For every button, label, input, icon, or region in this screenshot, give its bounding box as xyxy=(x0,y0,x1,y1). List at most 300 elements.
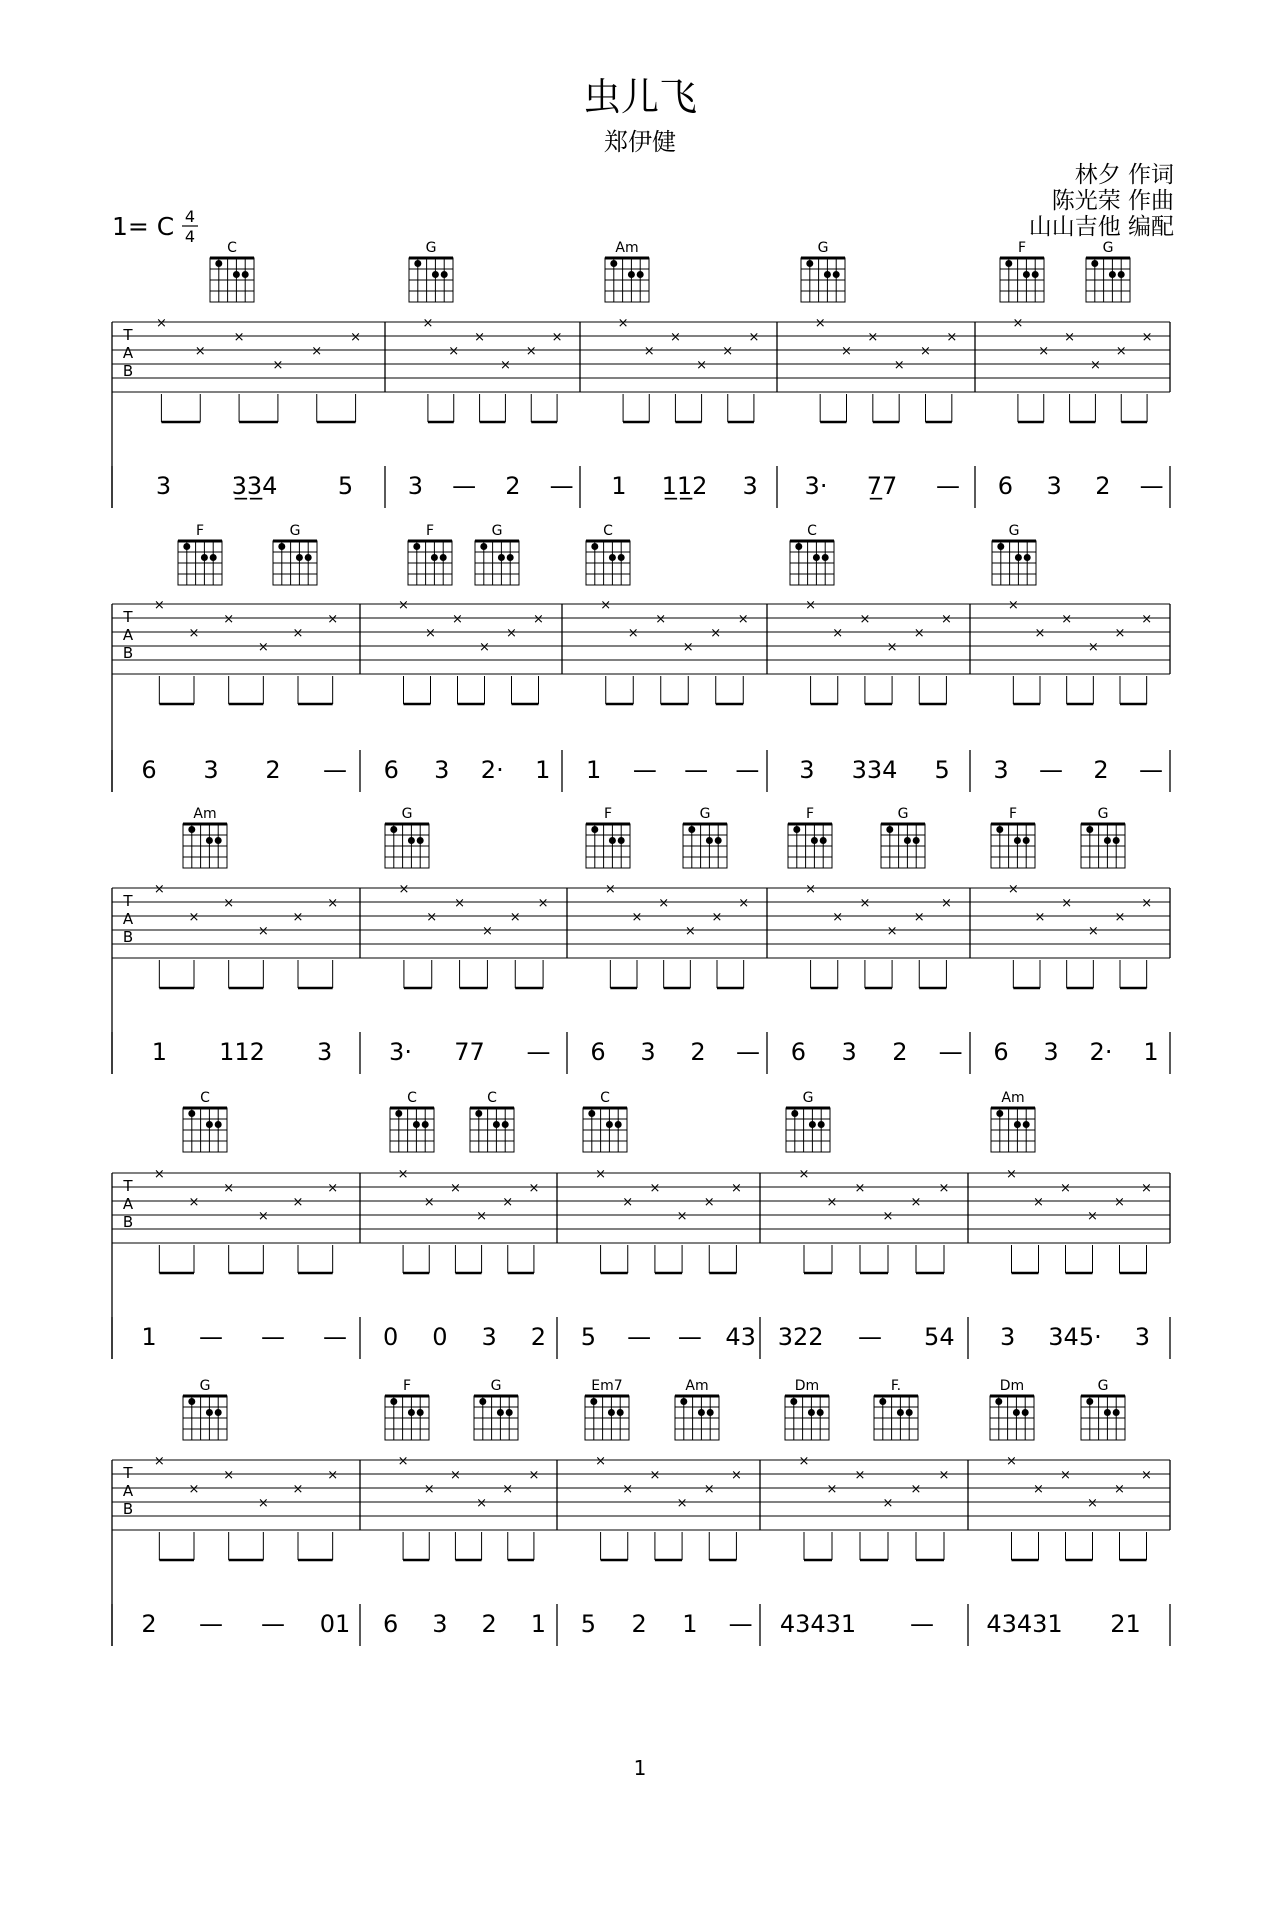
tab-note: × xyxy=(1115,344,1127,359)
tab-note: × xyxy=(920,344,931,359)
tab-note: × xyxy=(476,1496,488,1511)
tab-note: × xyxy=(1061,896,1073,911)
tab-note: × xyxy=(832,626,844,641)
tab-note: × xyxy=(449,1181,461,1196)
chord-finger-dot xyxy=(615,1121,622,1128)
chord-finger-dot xyxy=(588,1110,595,1117)
chord-finger-dot xyxy=(811,837,818,844)
tab-note: × xyxy=(1141,330,1153,345)
jianpu-note: 1 xyxy=(1143,1038,1159,1066)
tab-note: × xyxy=(826,1482,838,1497)
tab-note: × xyxy=(499,358,511,373)
jianpu-note: 3 xyxy=(432,1610,448,1638)
chord-finger-dot xyxy=(408,837,415,844)
chord-name: Em7 xyxy=(591,1378,623,1394)
tab-note: × xyxy=(153,1454,165,1469)
tab-note: × xyxy=(737,612,749,627)
tab-note: × xyxy=(502,1482,514,1497)
tab-note: × xyxy=(886,640,898,655)
chord-finger-dot xyxy=(440,554,447,561)
chord-finger-dot xyxy=(215,1121,222,1128)
tab-clef-letter: T xyxy=(123,892,133,910)
jianpu-note: — xyxy=(452,472,477,500)
chord-finger-dot xyxy=(897,1409,904,1416)
chord-name: G xyxy=(1102,240,1114,256)
tab-note: × xyxy=(272,358,284,373)
tab-note: × xyxy=(1087,640,1099,655)
chord-finger-dot xyxy=(390,826,397,833)
tab-note: × xyxy=(886,924,898,939)
jianpu-note: 54 xyxy=(924,1323,955,1351)
jianpu-note: 01 xyxy=(319,1610,351,1638)
jianpu-note: — xyxy=(735,756,760,784)
chord-finger-dot xyxy=(808,1409,815,1416)
chord-name: Am xyxy=(615,240,639,256)
tab-clef-letter: A xyxy=(122,1482,134,1500)
tab-note: × xyxy=(600,598,612,613)
tab-note: × xyxy=(940,896,952,911)
chord-finger-dot xyxy=(506,1409,513,1416)
tab-note: × xyxy=(710,626,722,641)
chord-finger-dot xyxy=(242,271,249,278)
tab-note: × xyxy=(882,1209,894,1224)
jianpu-note: — xyxy=(526,1038,551,1066)
tab-note: × xyxy=(1007,882,1019,897)
tab-note: × xyxy=(604,882,616,897)
chord-name: F xyxy=(805,806,815,822)
chord-finger-dot xyxy=(904,837,911,844)
tab-note: × xyxy=(292,626,304,641)
jianpu-note: 3· xyxy=(804,472,828,500)
chord-finger-dot xyxy=(1091,260,1098,267)
chord-finger-dot xyxy=(502,1121,509,1128)
jianpu-note: 6 xyxy=(993,1038,1009,1066)
jianpu-note: 3 xyxy=(742,472,758,500)
tab-clef-letter: A xyxy=(122,626,134,644)
chord-finger-dot xyxy=(296,554,303,561)
chord-finger-dot xyxy=(210,554,217,561)
tab-note: × xyxy=(669,330,681,345)
tab-note: × xyxy=(233,330,245,345)
jianpu-note: 6 xyxy=(997,472,1014,500)
tab-clef-letter: B xyxy=(122,1213,134,1231)
chord-finger-dot xyxy=(413,1121,420,1128)
jianpu-note: 3 xyxy=(155,472,172,500)
tab-note: × xyxy=(940,612,952,627)
chord-finger-dot xyxy=(233,271,240,278)
tab-note: × xyxy=(649,1181,661,1196)
chord-finger-dot xyxy=(818,1121,825,1128)
chord-finger-dot xyxy=(413,543,420,550)
chord-finger-dot xyxy=(680,1398,687,1405)
jianpu-note: 5 xyxy=(337,472,354,500)
chord-finger-dot xyxy=(591,543,598,550)
tab-note: × xyxy=(257,640,269,655)
chord-finger-dot xyxy=(188,826,195,833)
tab-note: × xyxy=(722,344,734,359)
jianpu-note: 334 xyxy=(851,756,898,784)
chord-finger-dot xyxy=(833,271,840,278)
tab-note: × xyxy=(188,1195,200,1210)
jianpu-note: 5 xyxy=(580,1323,597,1351)
tab-note: × xyxy=(854,1181,866,1196)
jianpu-note: 3 xyxy=(317,1038,333,1066)
jianpu-note: 3 xyxy=(1043,1038,1059,1066)
chord-finger-dot xyxy=(498,554,505,561)
chord-finger-dot xyxy=(417,1409,424,1416)
jianpu-note: 2 xyxy=(690,1038,706,1066)
tab-note: × xyxy=(292,1195,304,1210)
tab-note: × xyxy=(153,598,165,613)
tab-note: × xyxy=(1060,1181,1071,1196)
tab-note: × xyxy=(1012,316,1024,331)
tab-note: × xyxy=(1034,910,1046,925)
chord-finger-dot xyxy=(431,554,438,561)
jianpu-note: — xyxy=(632,756,657,784)
tab-note: × xyxy=(188,910,200,925)
jianpu-note: 2· xyxy=(1089,1038,1113,1066)
chord-finger-dot xyxy=(395,1110,402,1117)
tab-note: × xyxy=(502,1195,514,1210)
song-title: 虫儿飞 xyxy=(582,75,697,119)
tab-note: × xyxy=(1064,330,1076,345)
chord-name: F xyxy=(1017,240,1027,256)
jianpu-note: 112 xyxy=(219,1038,265,1066)
tab-note: × xyxy=(859,612,871,627)
time-sig-bottom: 4 xyxy=(184,227,196,246)
jianpu-note: 6 xyxy=(790,1038,807,1066)
tab-note: × xyxy=(826,1195,838,1210)
tab-note: × xyxy=(622,1195,634,1210)
tab-note: × xyxy=(1006,1454,1017,1469)
jianpu-note: 1 xyxy=(585,756,602,784)
tab-note: × xyxy=(223,1181,235,1196)
tab-note: × xyxy=(423,1482,435,1497)
tab-note: × xyxy=(551,330,563,345)
tab-clef-letter: A xyxy=(122,910,134,928)
tab-note: × xyxy=(910,1195,922,1210)
chord-finger-dot xyxy=(417,837,424,844)
jianpu-note: — xyxy=(323,756,347,784)
chord-finger-dot xyxy=(688,826,695,833)
tab-note: × xyxy=(658,896,670,911)
chord-finger-dot xyxy=(698,1409,705,1416)
jianpu-note: — xyxy=(936,472,960,500)
tab-note: × xyxy=(423,1195,435,1210)
tab-note: × xyxy=(1060,1468,1071,1483)
chord-name: G xyxy=(1008,523,1020,539)
chord-finger-dot xyxy=(1086,826,1093,833)
tab-note: × xyxy=(1033,1482,1044,1497)
tab-note: × xyxy=(1114,910,1126,925)
jianpu-note: 6 xyxy=(382,1610,399,1638)
tab-note: × xyxy=(327,1468,339,1483)
jianpu-note: 1̲1̲2 xyxy=(661,472,708,500)
chord-finger-dot xyxy=(479,1398,486,1405)
tab-note: × xyxy=(454,896,466,911)
time-sig-top: 4 xyxy=(184,207,196,226)
chord-finger-dot xyxy=(820,837,827,844)
tab-note: × xyxy=(1007,598,1019,613)
jianpu-note: 1 xyxy=(682,1610,698,1638)
jianpu-note: 3 xyxy=(434,756,450,784)
jianpu-note: 1 xyxy=(611,472,627,500)
tab-clef-letter: B xyxy=(122,362,134,380)
tab-note: × xyxy=(153,882,165,897)
jianpu-note: 1 xyxy=(530,1610,547,1638)
jianpu-note: 6 xyxy=(383,756,399,784)
jianpu-note: — xyxy=(677,1323,702,1351)
tab-note: × xyxy=(1038,344,1050,359)
tab-note: × xyxy=(910,1482,922,1497)
chord-finger-dot xyxy=(1022,1409,1029,1416)
tab-note: × xyxy=(188,1482,200,1497)
chord-name: F xyxy=(425,523,435,539)
jianpu-note: 3 xyxy=(1000,1323,1016,1351)
tab-note: × xyxy=(425,626,436,641)
chord-finger-dot xyxy=(609,837,616,844)
chord-name: G xyxy=(490,1378,502,1394)
jianpu-note: — xyxy=(858,1323,882,1351)
tab-note: × xyxy=(1114,1195,1125,1210)
chord-name: F xyxy=(1008,806,1018,822)
tab-note: × xyxy=(1114,626,1126,641)
chord-finger-dot xyxy=(791,1110,798,1117)
tab-note: × xyxy=(854,1468,866,1483)
tab-note: × xyxy=(533,612,544,627)
jianpu-note: 2 xyxy=(265,756,281,784)
chord-name: G xyxy=(199,1378,211,1394)
jianpu-note: — xyxy=(627,1323,652,1351)
jianpu-note: 2 xyxy=(530,1323,547,1351)
jianpu-note: 77 xyxy=(454,1038,485,1066)
chord-name: G xyxy=(817,240,829,256)
chord-finger-dot xyxy=(995,1398,1002,1405)
tab-note: × xyxy=(398,598,409,613)
jianpu-note: 3̲3̲4 xyxy=(231,472,278,500)
chord-finger-dot xyxy=(1024,554,1031,561)
tab-clef-letter: T xyxy=(123,1177,133,1195)
tab-note: × xyxy=(913,626,925,641)
chord-name: C xyxy=(227,240,237,256)
chord-finger-dot xyxy=(188,1398,195,1405)
chord-finger-dot xyxy=(188,1110,195,1117)
jianpu-note: 322 xyxy=(777,1323,824,1351)
chord-finger-dot xyxy=(997,543,1004,550)
tab-note: × xyxy=(528,1181,540,1196)
tab-note: × xyxy=(479,640,490,655)
jianpu-note: — xyxy=(728,1610,753,1638)
chord-name: G xyxy=(425,240,437,256)
tab-note: × xyxy=(426,910,438,925)
chord-finger-dot xyxy=(305,554,312,561)
tab-note: × xyxy=(867,330,879,345)
page-number: 1 xyxy=(633,1756,647,1780)
tab-note: × xyxy=(684,924,696,939)
tab-note: × xyxy=(1141,612,1153,627)
chord-finger-dot xyxy=(1014,1121,1021,1128)
tab-note: × xyxy=(1089,358,1101,373)
tab-clef-letter: T xyxy=(123,326,133,344)
jianpu-note: — xyxy=(1039,756,1063,784)
jianpu-note: 3 xyxy=(1134,1323,1150,1351)
tab-note: × xyxy=(595,1167,607,1182)
jianpu-note: 345· xyxy=(1048,1323,1102,1351)
jianpu-note: — xyxy=(549,472,574,500)
jianpu-note: 2 xyxy=(1095,472,1111,500)
tab-note: × xyxy=(223,612,235,627)
chord-finger-dot xyxy=(1015,554,1022,561)
chord-finger-dot xyxy=(1104,837,1111,844)
credits xyxy=(1029,162,1174,240)
chord-finger-dot xyxy=(706,837,713,844)
tab-clef-letter: B xyxy=(122,928,134,946)
tab-note: × xyxy=(1006,1167,1017,1182)
tab-note: × xyxy=(1141,1181,1152,1196)
chord-name: F. xyxy=(890,1378,902,1394)
chord-name: G xyxy=(1097,1378,1109,1394)
chord-finger-dot xyxy=(790,1398,797,1405)
jianpu-note: 3 xyxy=(407,472,424,500)
jianpu-note: 3 xyxy=(993,756,1009,784)
chord-name: G xyxy=(289,523,301,539)
tab-note: × xyxy=(194,344,206,359)
artist-name: 郑伊健 xyxy=(604,128,676,156)
chord-finger-dot xyxy=(215,837,222,844)
tab-note: × xyxy=(481,924,493,939)
chord-finger-dot xyxy=(1032,271,1039,278)
tab-note: × xyxy=(938,1181,950,1196)
tab-note: × xyxy=(537,896,549,911)
tab-note: × xyxy=(449,1468,461,1483)
chord-finger-dot xyxy=(590,1398,597,1405)
tab-note: × xyxy=(1061,612,1073,627)
chord-name: G xyxy=(699,806,711,822)
chord-finger-dot xyxy=(906,1409,913,1416)
chord-finger-dot xyxy=(608,1409,615,1416)
tab-note: × xyxy=(676,1209,688,1224)
chord-finger-dot xyxy=(628,271,635,278)
tab-note: × xyxy=(223,896,235,911)
tab-note: × xyxy=(655,612,667,627)
chord-finger-dot xyxy=(1005,260,1012,267)
tab-note: × xyxy=(748,330,760,345)
tab-note: × xyxy=(1033,1195,1044,1210)
tab-note: × xyxy=(257,1496,269,1511)
chord-finger-dot xyxy=(591,826,598,833)
tab-note: × xyxy=(631,910,643,925)
tab-note: × xyxy=(398,882,410,897)
tab-note: × xyxy=(327,612,339,627)
jianpu-note: 7̲7 xyxy=(866,472,898,500)
tab-note: × xyxy=(805,598,817,613)
tab-note: × xyxy=(696,358,708,373)
jianpu-note: 0 xyxy=(432,1323,448,1351)
tab-note: × xyxy=(1141,896,1153,911)
chord-finger-dot xyxy=(617,1409,624,1416)
tab-note: × xyxy=(1087,1209,1098,1224)
chord-finger-dot xyxy=(1023,1121,1030,1128)
chord-finger-dot xyxy=(996,1110,1003,1117)
jianpu-note: 2 xyxy=(141,1610,157,1638)
tab-note: × xyxy=(257,924,269,939)
chord-finger-dot xyxy=(1113,837,1120,844)
chord-finger-dot xyxy=(1104,1409,1111,1416)
tab-note: × xyxy=(257,1209,269,1224)
tab-note: × xyxy=(1141,1468,1152,1483)
tab-note: × xyxy=(1034,626,1046,641)
tab-note: × xyxy=(595,1454,607,1469)
credit-arranger: 山山吉他 编配 xyxy=(1028,214,1174,240)
tab-note: × xyxy=(1087,924,1099,939)
chord-finger-dot xyxy=(610,260,617,267)
tab-note: × xyxy=(730,1468,742,1483)
jianpu-note: — xyxy=(1139,472,1164,500)
credit-lyricist: 林夕 作词 xyxy=(1074,162,1174,188)
chord-name: G xyxy=(802,1090,814,1106)
chord-name: C xyxy=(600,1090,610,1106)
chord-name: Dm xyxy=(794,1378,820,1394)
tab-note: × xyxy=(1114,1482,1125,1497)
chord-finger-dot xyxy=(879,1398,886,1405)
jianpu-note: 3 xyxy=(841,1038,857,1066)
jianpu-note: — xyxy=(684,756,709,784)
chord-finger-dot xyxy=(507,554,514,561)
tab-note: × xyxy=(474,330,486,345)
jianpu-note: — xyxy=(199,1610,223,1638)
chord-finger-dot xyxy=(606,1121,613,1128)
chord-finger-dot xyxy=(497,1409,504,1416)
credit-composer: 陈光荣 作曲 xyxy=(1051,188,1174,214)
jianpu-note: 2 xyxy=(505,472,521,500)
chord-name: F xyxy=(603,806,613,822)
jianpu-note: 2 xyxy=(892,1038,908,1066)
chord-finger-dot xyxy=(618,837,625,844)
tab-note: × xyxy=(397,1454,409,1469)
tab-note: × xyxy=(882,1496,894,1511)
key-label: 1= C xyxy=(112,212,175,241)
jianpu-note: 5 xyxy=(934,756,950,784)
tab-note: × xyxy=(805,882,817,897)
jianpu-note: 21 xyxy=(1110,1610,1141,1638)
tab-note: × xyxy=(452,612,463,627)
tab-clef-letter: A xyxy=(122,1195,134,1213)
chord-name: G xyxy=(897,806,909,822)
tab-note: × xyxy=(350,330,362,345)
tab-note: × xyxy=(730,1181,742,1196)
jianpu-note: — xyxy=(199,1323,223,1351)
tab-note: × xyxy=(292,1482,304,1497)
chord-name: Am xyxy=(685,1378,709,1394)
chord-finger-dot xyxy=(493,1121,500,1128)
jianpu-note: 2 xyxy=(481,1610,497,1638)
jianpu-note: — xyxy=(261,1323,285,1351)
chord-name: F xyxy=(195,523,205,539)
chord-finger-dot xyxy=(618,554,625,561)
tab-note: × xyxy=(622,1482,634,1497)
chord-finger-dot xyxy=(201,554,208,561)
chord-finger-dot xyxy=(206,1121,213,1128)
tab-clef-letter: T xyxy=(123,608,133,626)
jianpu-note: 6 xyxy=(141,756,157,784)
chord-finger-dot xyxy=(913,837,920,844)
chord-finger-dot xyxy=(809,1121,816,1128)
tab-note: × xyxy=(327,896,339,911)
tab-note: × xyxy=(422,316,434,331)
jianpu-note: — xyxy=(323,1323,347,1351)
tab-note: × xyxy=(798,1167,810,1182)
tab-note: × xyxy=(476,1209,488,1224)
